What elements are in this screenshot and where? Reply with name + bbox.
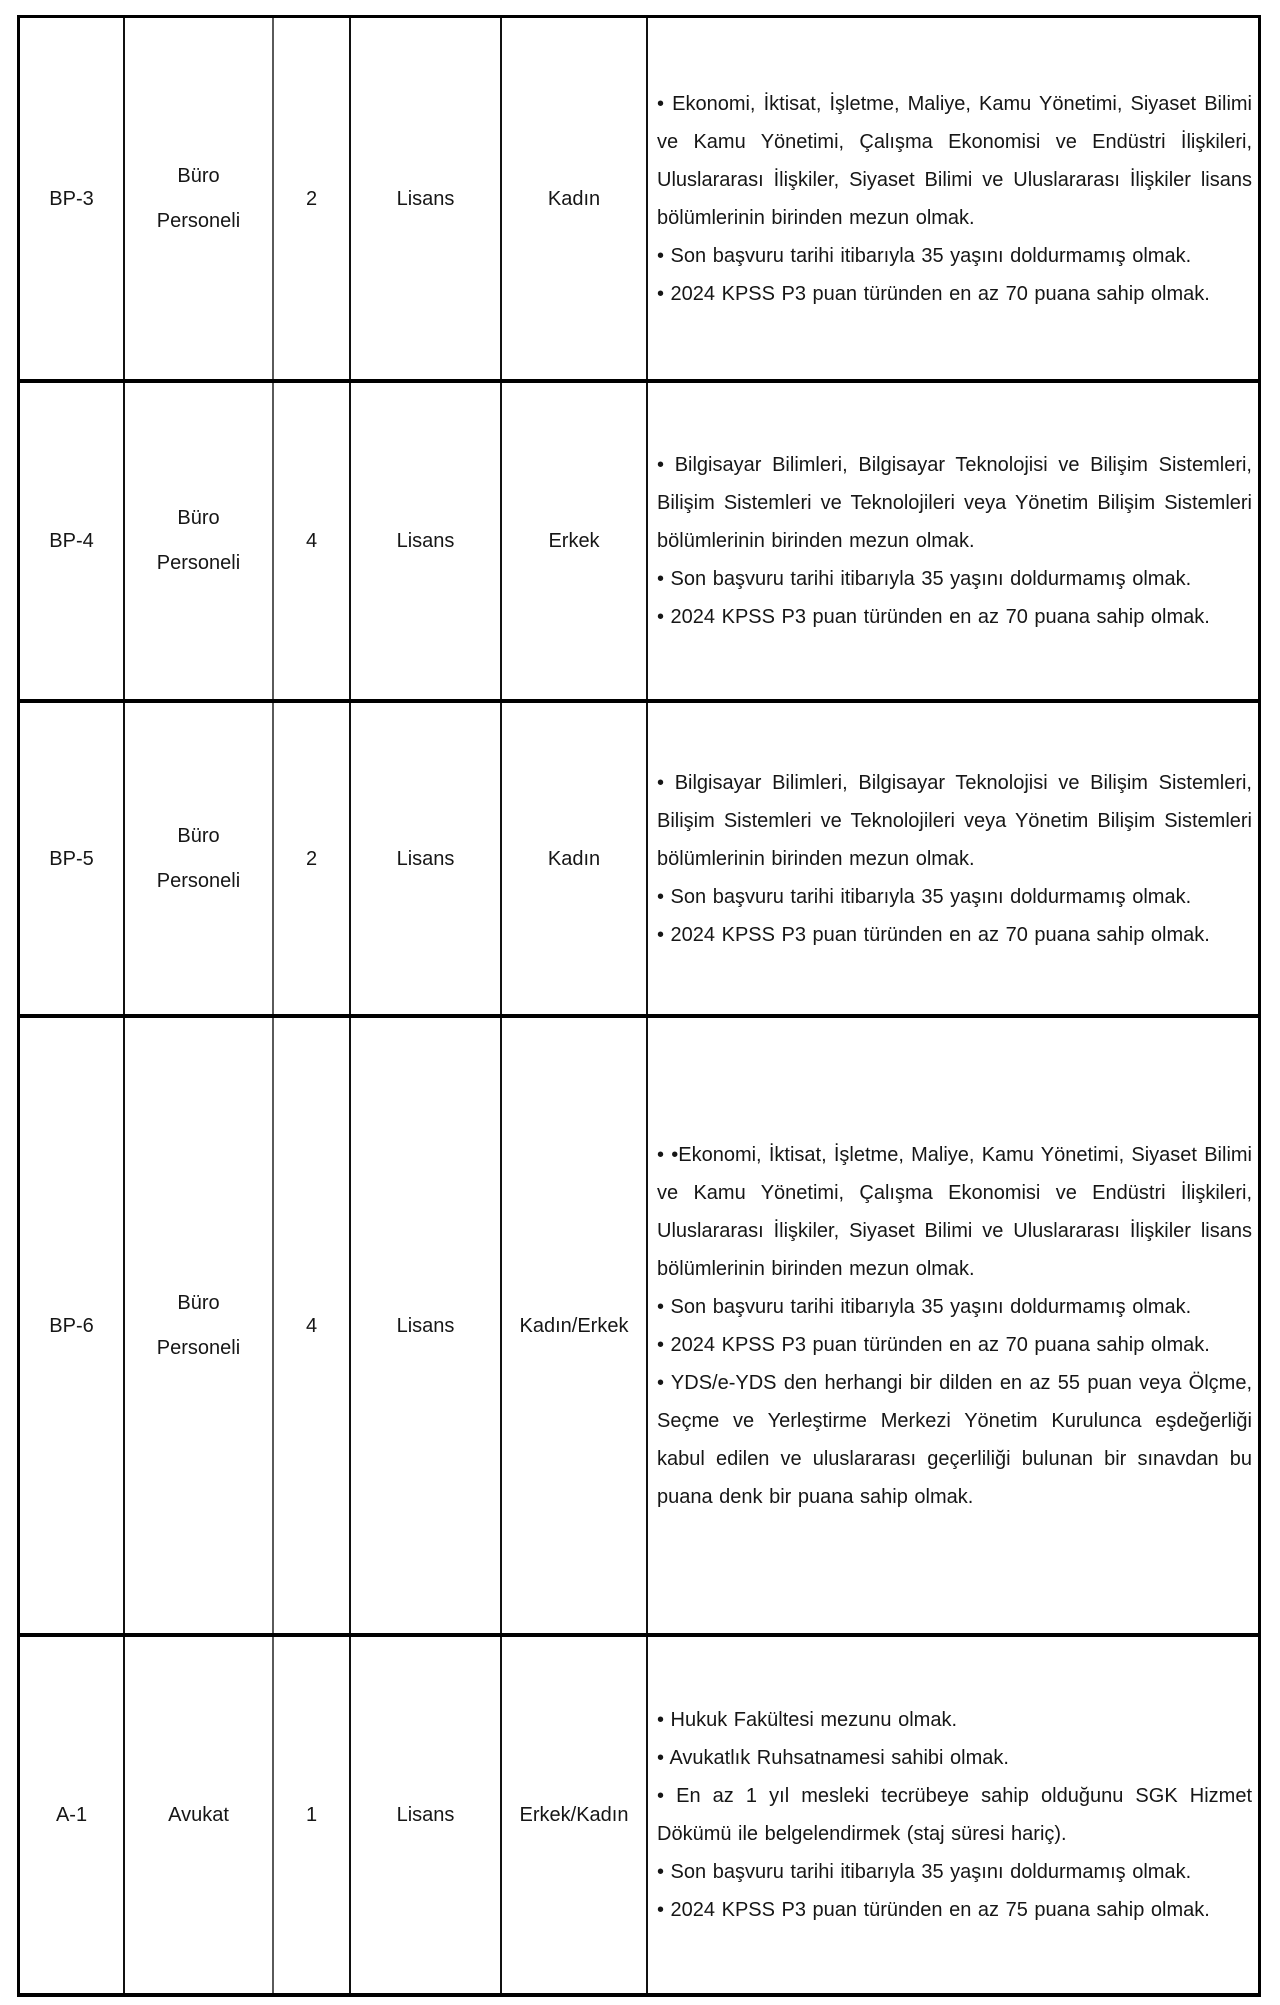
gender-cell: Erkek/Kadın [502, 1637, 648, 1993]
gender-cell: Erkek [502, 383, 648, 699]
requirements-cell [648, 1637, 1258, 1993]
gender-cell: Kadın/Erkek [502, 1018, 648, 1633]
requirement-item: • Bilgisayar Bilimleri, Bilgisayar Teknolojisi ve Bilişim Sistemleri, Bilişim Sistemleri ve Teknolojileri veya Yönetim Bilişim Sistemleri bölümlerinin birinden mezun olmak. [657, 771, 1252, 870]
gender-cell: Kadın [502, 703, 648, 1014]
requirement-item: • Avukatlık Ruhsatnamesi sahibi olmak. [657, 1747, 1009, 1769]
table-row [20, 699, 1258, 1014]
requirement-item: • Son başvuru tarihi itibarıyla 35 yaşını doldurmamış olmak. [657, 1861, 1192, 1883]
requirement-item: • 2024 KPSS P3 puan türünden en az 75 puana sahip olmak. [657, 1899, 1210, 1921]
position-code-cell: A-1 [20, 1637, 125, 1993]
job-positions-table [17, 15, 1261, 1997]
requirement-item: • Son başvuru tarihi itibarıyla 35 yaşını doldurmamış olmak. [657, 1295, 1192, 1318]
requirements-cell [648, 383, 1258, 699]
requirements-cell [648, 703, 1258, 1014]
position-title-cell: Büro Personeli [125, 1018, 274, 1633]
requirement-item: • •Ekonomi, İktisat, İşletme, Maliye, Kamu Yönetimi, Siyaset Bilimi ve Kamu Yönetimi, Çalışma Ekonomisi ve Endüstri İlişkileri, Uluslararası İlişkiler, Siyaset Bilimi ve Uluslararası İlişkiler lisans bölümlerinin birinden mezun olmak. [657, 1143, 1252, 1280]
position-title-cell: Büro Personeli [125, 18, 274, 379]
requirement-item: • 2024 KPSS P3 puan türünden en az 70 puana sahip olmak. [657, 282, 1210, 305]
requirement-item: • Son başvuru tarihi itibarıyla 35 yaşını doldurmamış olmak. [657, 568, 1192, 590]
position-count-cell: 2 [274, 703, 351, 1014]
position-code-cell: BP-4 [20, 383, 125, 699]
education-level-cell: Lisans [351, 703, 502, 1014]
position-title-cell: Büro Personeli [125, 383, 274, 699]
position-code-cell: BP-6 [20, 1018, 125, 1633]
requirement-item: • Son başvuru tarihi itibarıyla 35 yaşını doldurmamış olmak. [657, 244, 1192, 267]
education-level-cell: Lisans [351, 383, 502, 699]
requirement-item: • 2024 KPSS P3 puan türünden en az 70 puana sahip olmak. [657, 923, 1210, 946]
position-count-cell: 4 [274, 383, 351, 699]
position-code-cell: BP-3 [20, 18, 125, 379]
requirement-item: • 2024 KPSS P3 puan türünden en az 70 puana sahip olmak. [657, 1333, 1210, 1356]
position-title-cell: Avukat [125, 1637, 274, 1993]
requirement-item: • Hukuk Fakültesi mezunu olmak. [657, 1709, 958, 1731]
table-row [20, 18, 1258, 379]
requirement-item: • Ekonomi, İktisat, İşletme, Maliye, Kamu Yönetimi, Siyaset Bilimi ve Kamu Yönetimi, Çalışma Ekonomisi ve Endüstri İlişkileri, Uluslararası İlişkiler, Siyaset Bilimi ve Uluslararası İlişkiler lisans bölümlerinin birinden mezun olmak. [657, 92, 1252, 229]
education-level-cell: Lisans [351, 1637, 502, 1993]
education-level-cell: Lisans [351, 1018, 502, 1633]
position-count-cell: 1 [274, 1637, 351, 1993]
position-count-cell: 2 [274, 18, 351, 379]
requirement-item: • En az 1 yıl mesleki tecrübeye sahip olduğunu SGK Hizmet Dökümü ile belgelendirmek (staj süresi hariç). [657, 1785, 1252, 1845]
requirement-item: • Bilgisayar Bilimleri, Bilgisayar Teknolojisi ve Bilişim Sistemleri, Bilişim Sistemleri ve Teknolojileri veya Yönetim Bilişim Sistemleri bölümlerinin birinden mezun olmak. [657, 454, 1252, 552]
requirement-item: • 2024 KPSS P3 puan türünden en az 70 puana sahip olmak. [657, 606, 1210, 628]
requirement-item: • Son başvuru tarihi itibarıyla 35 yaşını doldurmamış olmak. [657, 885, 1192, 908]
education-level-cell: Lisans [351, 18, 502, 379]
position-title-cell: Büro Personeli [125, 703, 274, 1014]
requirements-cell [648, 18, 1258, 379]
position-count-cell: 4 [274, 1018, 351, 1633]
requirements-cell [648, 1018, 1258, 1633]
table-row [20, 1633, 1258, 1993]
position-code-cell: BP-5 [20, 703, 125, 1014]
table-row [20, 1014, 1258, 1633]
gender-cell: Kadın [502, 18, 648, 379]
requirement-item: • YDS/e-YDS den herhangi bir dilden en az 55 puan veya Ölçme, Seçme ve Yerleştirme Merkezi Yönetim Kurulunca eşdeğerliği kabul edilen ve uluslararası geçerliliği bulunan bir sınavdan bu puana denk bir puana sahip olmak. [657, 1371, 1252, 1508]
table-row [20, 379, 1258, 699]
